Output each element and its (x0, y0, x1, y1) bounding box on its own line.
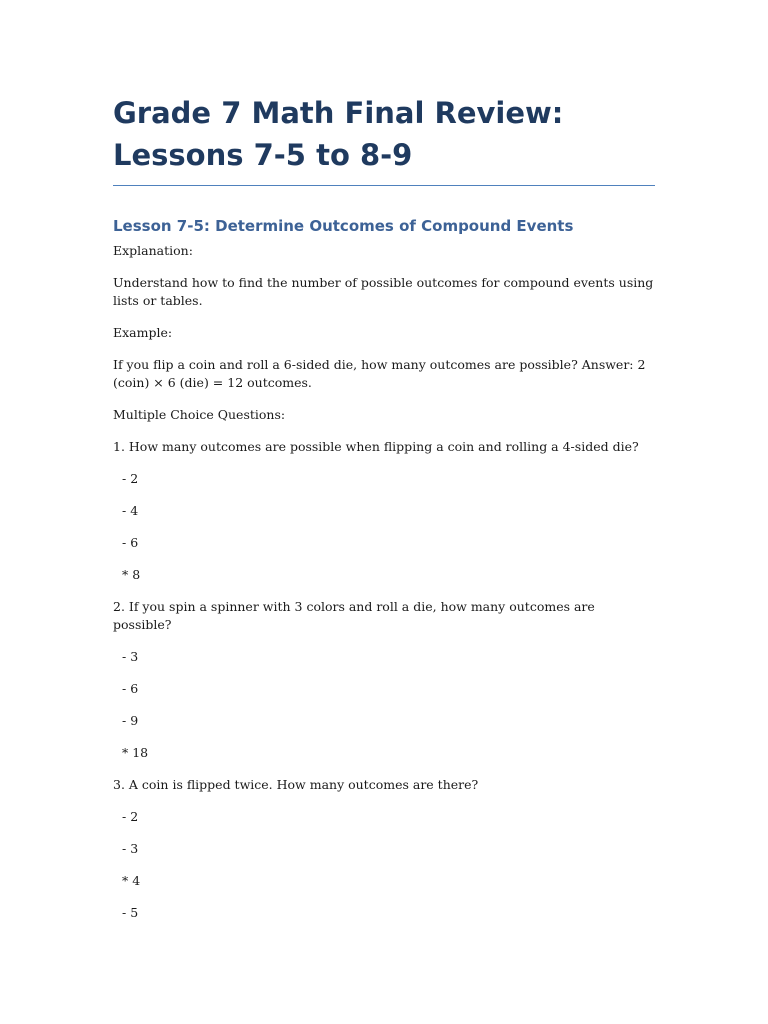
answer-option: - 4 (122, 503, 139, 518)
example-label: Example: (113, 325, 173, 340)
question-1 (113, 438, 655, 584)
document-page (113, 92, 655, 922)
answer-option: - 6 (122, 681, 139, 696)
answer-option: - 6 (122, 535, 139, 550)
answer-option: - 9 (122, 713, 139, 728)
question-3 (113, 776, 655, 922)
explanation-text: Understand how to find the number of possible outcomes for compound events using lists or tables. (113, 275, 654, 308)
example-text: If you flip a coin and roll a 6-sided die, how many outcomes are possible? Answer: 2 (coin) × 6 (die) = 12 outcomes. (113, 357, 646, 390)
lesson-heading: Lesson 7-5: Determine Outcomes of Compound Events (113, 217, 574, 235)
question-text: 1. How many outcomes are possible when flipping a coin and rolling a 4-sided die? (113, 439, 639, 454)
explanation-label: Explanation: (113, 243, 193, 258)
answer-option-correct: * 8 (122, 567, 141, 582)
answer-option: - 5 (122, 905, 139, 920)
question-text: 3. A coin is flipped twice. How many outcomes are there? (113, 777, 479, 792)
answer-option: - 2 (122, 471, 139, 486)
question-2 (113, 598, 655, 762)
mcq-label: Multiple Choice Questions: (113, 407, 286, 422)
answer-option-correct: * 4 (122, 873, 141, 888)
answer-option: - 3 (122, 649, 139, 664)
document-title: Grade 7 Math Final Review: Lessons 7-5 to 8-9 (113, 92, 655, 186)
question-text: 2. If you spin a spinner with 3 colors and roll a die, how many outcomes are possible? (113, 599, 595, 632)
answer-option: - 2 (122, 809, 139, 824)
answer-option-correct: * 18 (122, 745, 149, 760)
answer-option: - 3 (122, 841, 139, 856)
